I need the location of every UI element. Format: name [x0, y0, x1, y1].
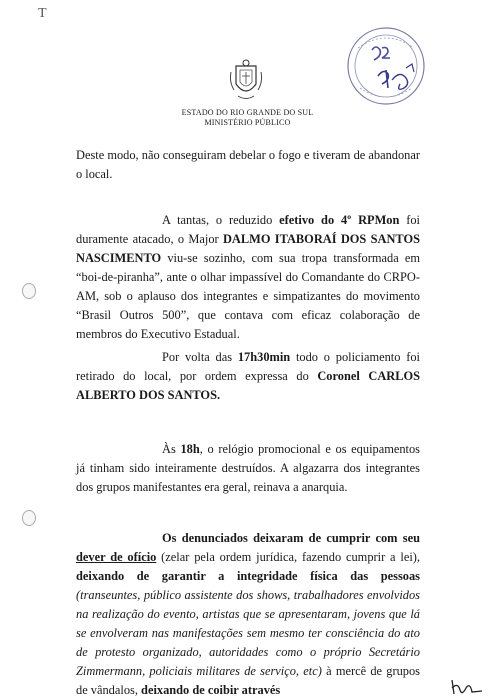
punch-hole — [22, 510, 36, 526]
coat-of-arms-icon — [228, 58, 264, 102]
paragraph-3: Por volta das 17h30min todo o policiamento foi retirado do local, por ordem expressa do Coronel CARLOS ALBERTO DOS SANTOS. — [76, 350, 421, 402]
paragraph-4: Às 18h, o relógio promocional e os equipamentos já tinham sido inteiramente destruídos. A algazarra dos integrantes dos grupos manifestantes era geral, reinava a anarquia. — [76, 442, 421, 494]
paragraph-1: Deste modo, não conseguiram debelar o fogo e tiveram de abandonar o local. — [76, 148, 420, 181]
punch-hole — [22, 283, 36, 299]
header-ministry: MINISTÉRIO PÚBLICO — [204, 118, 291, 127]
corner-mark: T — [38, 6, 48, 21]
header-state: ESTADO DO RIO GRANDE DO SUL — [181, 108, 314, 117]
document-header — [150, 108, 345, 128]
stamp-seal-icon — [338, 18, 436, 116]
paragraph-5: Os denunciados deixaram de cumprir com seu dever de ofício (zelar pela ordem jurídica, fazendo cumprir a lei), deixando de garantir a integridade física das pessoas (transeuntes, público assistente dos shows, trabalhadores envolvidos na realização do evento, artistas que se apresentaram, jovens que lá se envolveram nas manifestações sem mesmo ter consciência do ato de protesto organizado, autoridades como o próprio Secretário Zimmermann, policiais militares de serviço, etc) à mercê de grupos de vândalos, deixando de coibir através — [76, 531, 420, 697]
signature-icon — [448, 676, 488, 698]
paragraph-2: A tantas, o reduzido efetivo do 4º RPMon foi duramente atacado, o Major DALMO ITABORAÍ DOS SANTOS NASCIMENTO viu-se sozinho, com sua tropa transformada em “boi-de-piranha”, ante o olhar impassível do Comandante do CRPO-AM, sob o aplauso dos integrantes e simpatizantes do movimento “Brasil Outros 500”, que contava com eficaz colaboração de membros do Executivo Estadual. — [76, 213, 421, 341]
